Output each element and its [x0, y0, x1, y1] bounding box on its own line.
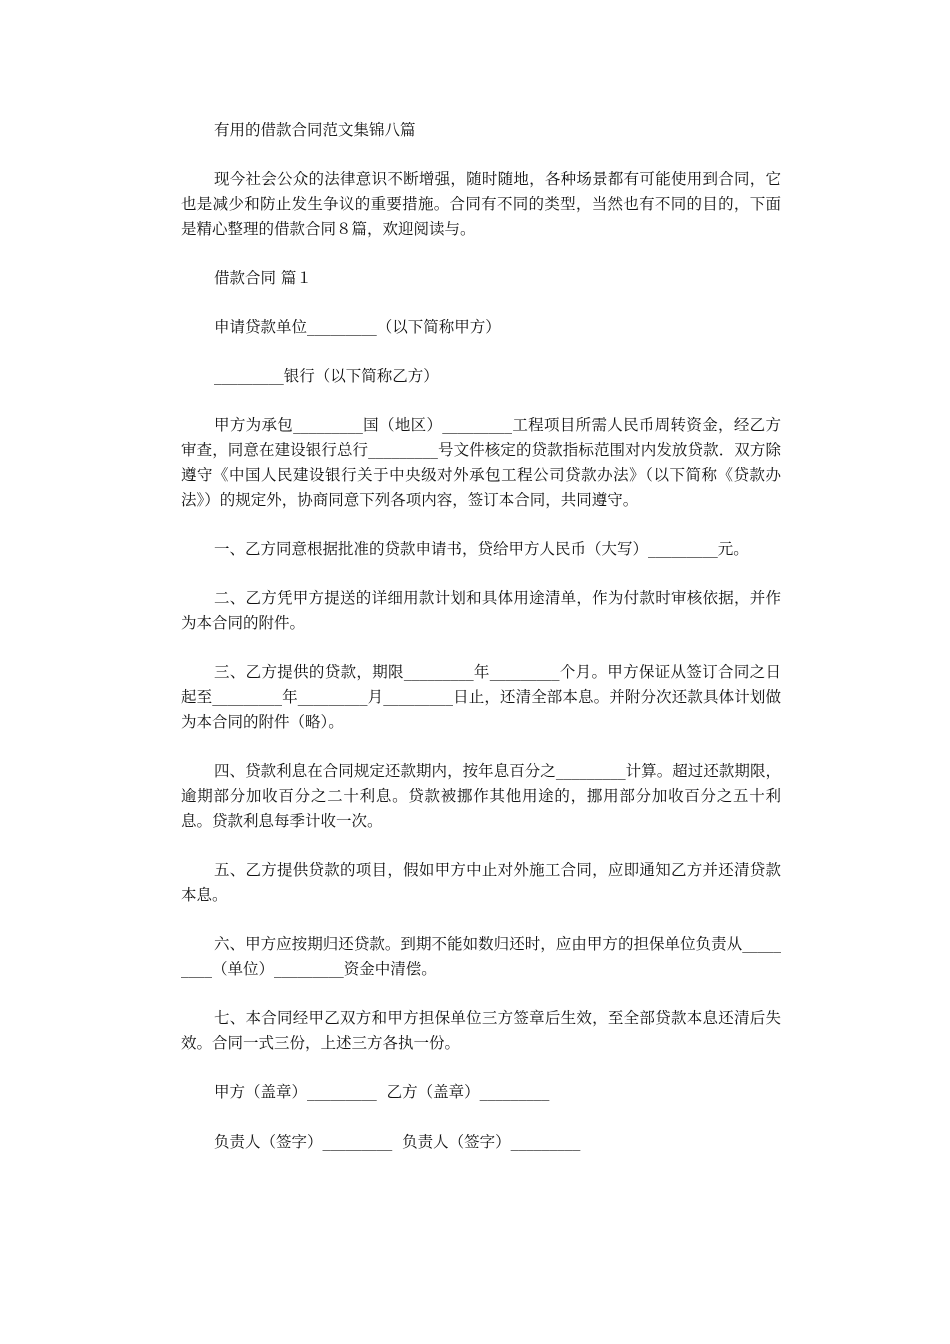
applicant-line: 申请贷款单位_________（以下简称甲方）	[214, 318, 501, 336]
clause-5: 五、乙方提供贷款的项目，假如甲方中止对外施工合同，应即通知乙方并还清贷款本息。	[181, 861, 781, 904]
section-heading: 借款合同 篇１	[214, 269, 312, 287]
seal-line: 甲方（盖章）_________ 乙方（盖章）_________	[214, 1083, 550, 1101]
clause-4: 四、贷款利息在合同规定还款期内，按年息百分之_________计算。超过还款期限，逾期部分加收百分之二十利息。贷款被挪作其他用途的，挪用部分加收百分之五十利息。贷款利息每季计收一次。	[181, 762, 781, 830]
preamble-paragraph: 甲方为承包_________国（地区）_________工程项目所需人民币周转资金，经乙方审查，同意在建设银行总行_________号文件核定的贷款指标范围对内发放贷款．双方除遵守《中国人民建设银行关于中央级对外承包工程公司贷款办法》（以下简称《贷款办法》）的规定外，协商同意下列各项内容，签订本合同，共同遵守。	[181, 416, 781, 509]
intro-paragraph: 现今社会公众的法律意识不断增强，随时随地，各种场景都有可能使用到合同，它也是减少和防止发生争议的重要措施。合同有不同的类型，当然也有不同的目的，下面是精心整理的借款合同８篇，欢迎阅读与。	[181, 170, 781, 238]
clause-2: 二、乙方凭甲方提送的详细用款计划和具体用途清单，作为付款时审核依据，并作为本合同的附件。	[181, 589, 781, 632]
clause-3: 三、乙方提供的贷款，期限_________年_________个月。甲方保证从签订合同之日起至_________年_________月_________日止，还清全部本息。并附分次还款具体计划做为本合同的附件（略）。	[181, 663, 781, 731]
signature-line: 负责人（签字）_________ 负责人（签字）_________	[214, 1133, 581, 1151]
document-title: 有用的借款合同范文集锦八篇	[214, 121, 416, 139]
clause-7: 七、本合同经甲乙双方和甲方担保单位三方签章后生效，至全部贷款本息还清后失效。合同一式三份，上述三方各执一份。	[181, 1009, 781, 1052]
clause-1: 一、乙方同意根据批准的贷款申请书，贷给甲方人民币（大写）_________元。	[214, 540, 749, 558]
bank-line: _________银行（以下简称乙方）	[214, 367, 439, 385]
clause-6: 六、甲方应按期归还贷款。到期不能如数归还时，应由甲方的担保单位负责从_________（单位）_________资金中清偿。	[181, 935, 781, 978]
document-page	[181, 118, 781, 1180]
